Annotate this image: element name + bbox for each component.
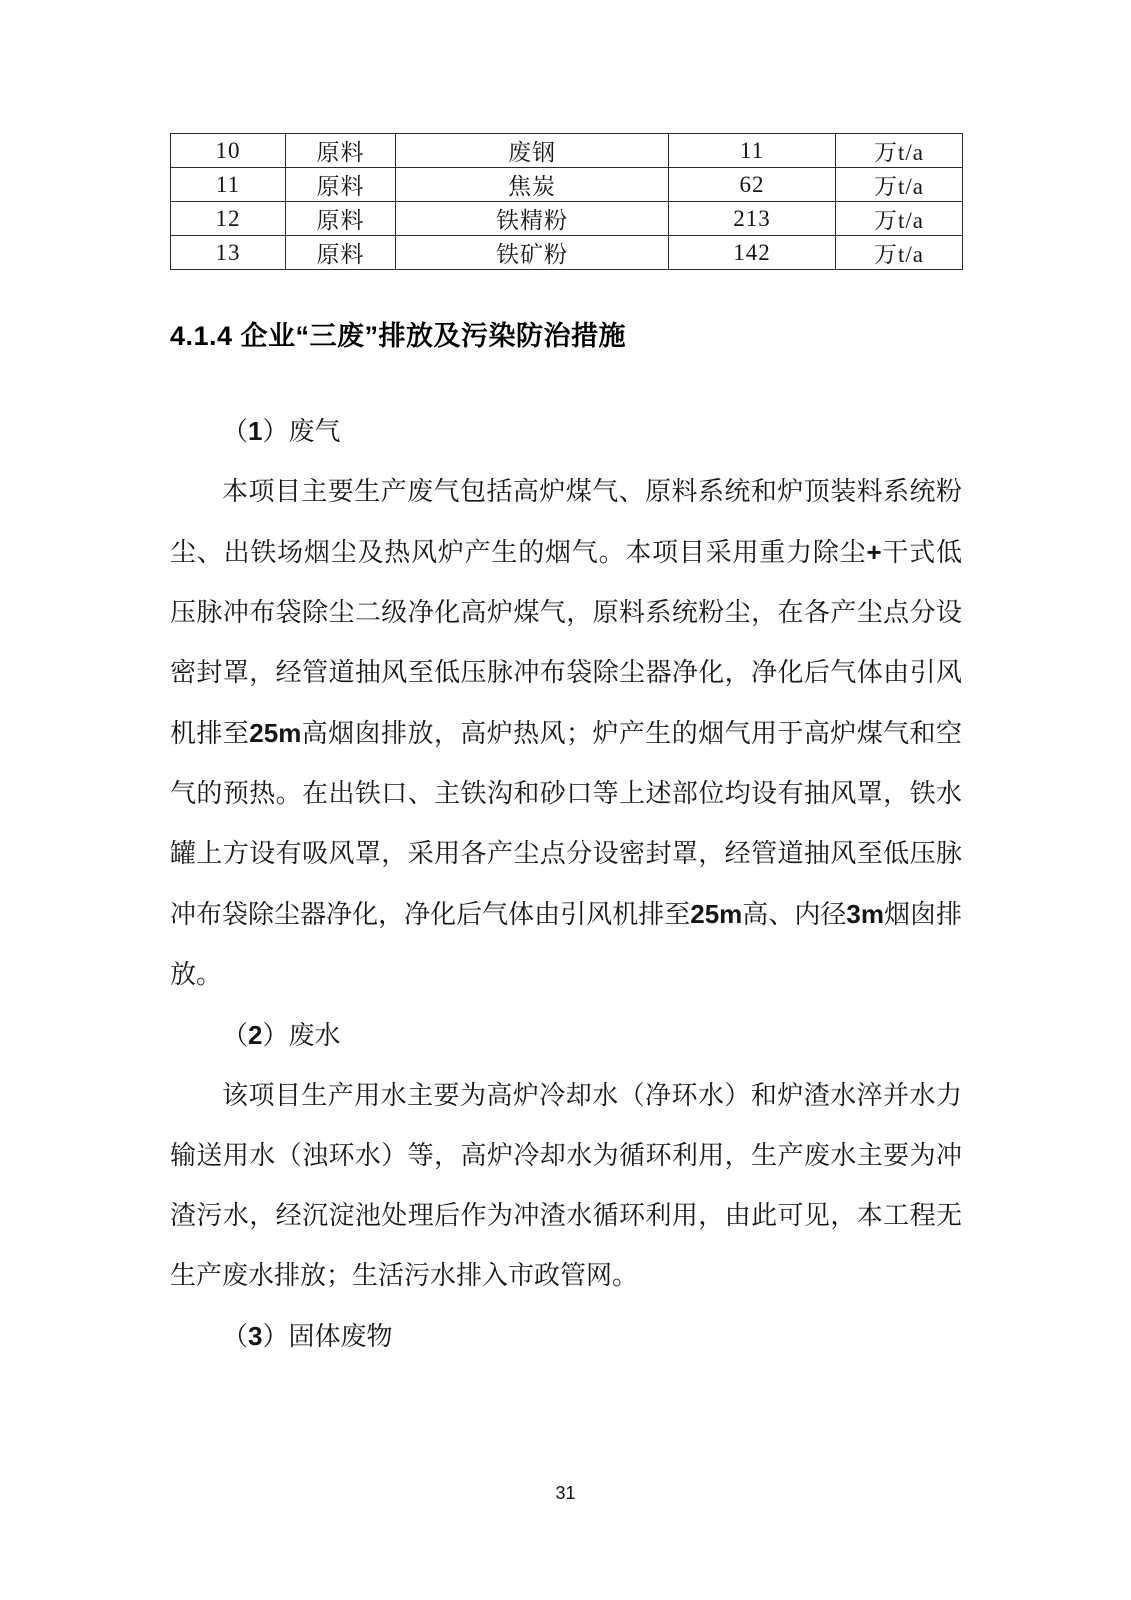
cell-name: 铁精粉: [396, 202, 669, 236]
page-number: 31: [555, 1483, 576, 1503]
table-row: [171, 168, 963, 202]
cell-category: 原料: [286, 134, 396, 168]
cell-unit: 万t/a: [836, 168, 963, 202]
cell-unit: 万t/a: [836, 134, 963, 168]
cell-category: 原料: [286, 236, 396, 270]
cell-value: 213: [669, 202, 836, 236]
cell-unit: 万t/a: [836, 236, 963, 270]
cell-no: 13: [171, 236, 286, 270]
cell-name: 焦炭: [396, 168, 669, 202]
subsection-label-solid-waste: （3）固体废物: [222, 1321, 393, 1351]
cell-category: 原料: [286, 168, 396, 202]
table-row: [171, 202, 963, 236]
paragraph-waste-gas: 本项目主要生产废气包括高炉煤气、原料系统和炉顶装料系统粉尘、出铁场烟尘及热风炉产生的烟气。本项目采用重力除尘+干式低压脉冲布袋除尘二级净化高炉煤气，原料系统粉尘，在各产尘点分设密封罩，经管道抽风至低压脉冲布袋除尘器净化，净化后气体由引风机排至25m高烟囱排放，高炉热风；炉产生的烟气用于高炉煤气和空气的预热。在出铁口、主铁沟和砂口等上述部位均设有抽风罩，铁水罐上方设有吸风罩，采用各产尘点分设密封罩，经管道抽风至低压脉冲布袋除尘器净化，净化后气体由引风机排至25m高、内径3m烟囱排放。: [170, 477, 962, 989]
cell-category: 原料: [286, 202, 396, 236]
cell-no: 11: [171, 168, 286, 202]
materials-table: [170, 133, 963, 270]
paragraph-waste-water: 该项目生产用水主要为高炉冷却水（净环水）和炉渣水淬并水力输送用水（浊环水）等，高炉冷却水为循环利用，生产废水主要为冲渣污水，经沉淀池处理后作为冲渣水循环利用，由此可见，本工程无生产废水排放；生活污水排入市政管网。: [170, 1081, 962, 1290]
cell-value: 11: [669, 134, 836, 168]
subsection-label-waste-gas: （1）废气: [222, 416, 341, 446]
cell-name: 废钢: [396, 134, 669, 168]
table-row: [171, 134, 963, 168]
cell-value: 142: [669, 236, 836, 270]
section-heading: 4.1.4 企业“三废”排放及污染防治措施: [170, 321, 627, 351]
cell-unit: 万t/a: [836, 202, 963, 236]
cell-name: 铁矿粉: [396, 236, 669, 270]
cell-value: 62: [669, 168, 836, 202]
cell-no: 12: [171, 202, 286, 236]
subsection-label-waste-water: （2）废水: [222, 1020, 341, 1050]
cell-no: 10: [171, 134, 286, 168]
table-row: [171, 236, 963, 270]
